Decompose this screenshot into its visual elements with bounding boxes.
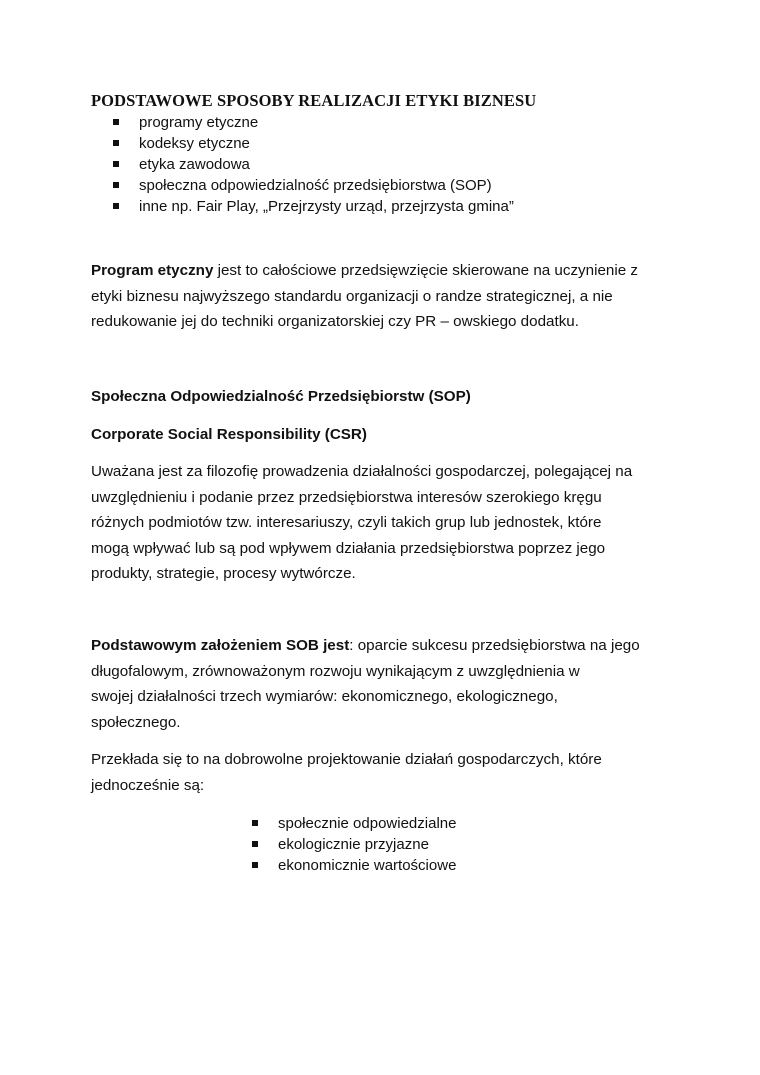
square-bullet-icon [252,862,258,868]
list-item: inne np. Fair Play, „Przejrzysty urząd, przejrzysta gmina” [113,196,514,217]
list-item: programy etyczne [113,112,514,133]
program-definition: Program etyczny jest to całościowe przedsięwzięcie skierowane na uczynienie z etyki biznesu najwyższego standardu organizacji o randze strategicznej, a nie redukowanie jej do techniki organizatorskiej czy PR – owskiego dodatku. [91,262,639,330]
list-item: ekonomicznie wartościowe [252,855,456,876]
program-term: Program etyczny [91,262,214,279]
square-bullet-icon [252,841,258,847]
list-item: społecznie odpowiedzialne [252,813,456,834]
sop-definition: Uważana jest za filozofię prowadzenia działalności gospodarczej, polegającej na uwzględnieniu i podanie przez przedsiębiorstwa interesów szerokiego kręgu różnych podmiotów tzw. interesariuszy, czyli takich grup lub jednostek, które mogą wpływać lub są pod wpływem działania przedsiębiorstwa poprzez jego produkty, strategie, procesy wytwórcze. [91,463,633,582]
list-item: kodeksy etyczne [113,133,514,154]
list-item: ekologicznie przyjazne [252,834,456,855]
sob-assumption: Podstawowym założeniem SOB jest: oparcie sukcesu przedsiębiorstwa na jego długofalowym, zrównoważonym rozwoju wynikającym z uwzględnienia w swojej działalności trzech wymiarów: ekonomicznego, ekologicznego, społecznego. [91,637,640,731]
square-bullet-icon [252,820,258,826]
csr-heading: Corporate Social Responsibility (CSR) [91,426,367,443]
assumption-term: Podstawowym założeniem SOB jest [91,637,350,654]
list-item: etyka zawodowa [113,154,514,175]
square-bullet-icon [113,119,119,125]
square-bullet-icon [113,203,119,209]
methods-list [113,112,514,217]
square-bullet-icon [113,161,119,167]
sop-heading: Społeczna Odpowiedzialność Przedsiębiorstw (SOP) [91,388,471,405]
page-title: PODSTAWOWE SPOSOBY REALIZACJI ETYKI BIZNESU [91,91,537,110]
square-bullet-icon [113,182,119,188]
activities-list [252,813,456,876]
square-bullet-icon [113,140,119,146]
translation-paragraph: Przekłada się to na dobrowolne projektowanie działań gospodarczych, które jednocześnie są: [91,751,602,794]
list-item: społeczna odpowiedzialność przedsiębiorstwa (SOP) [113,175,514,196]
